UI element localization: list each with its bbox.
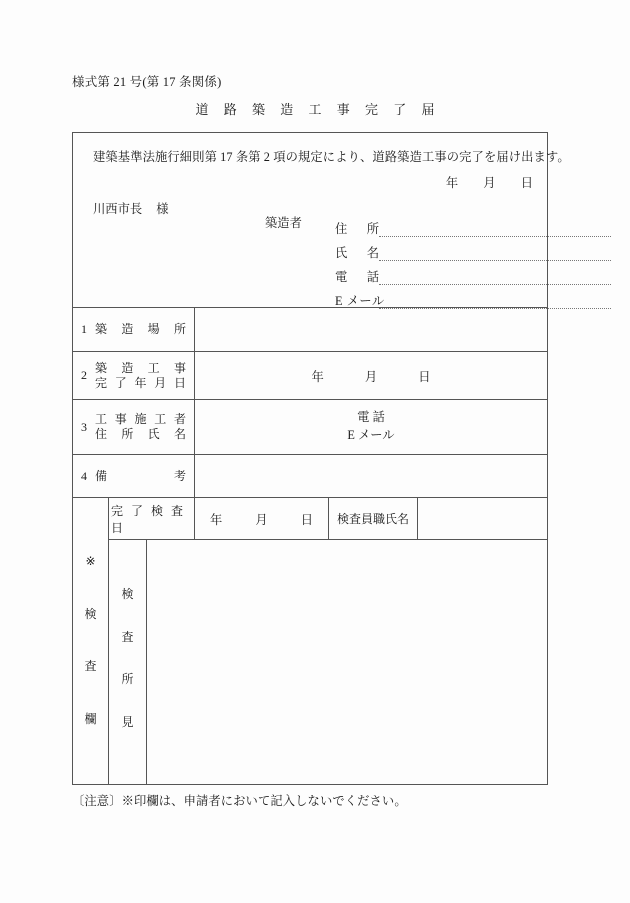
caption-char: 月 [154, 375, 167, 390]
builder-phone-label[interactable]: 電 話 [357, 410, 385, 425]
caption-char: 場 [147, 322, 160, 336]
caption-char: 所 [173, 322, 186, 336]
caption-char: 所 [121, 427, 134, 441]
form-table [72, 132, 570, 785]
addressee-name: 川西市長 [93, 202, 143, 216]
item-row-builder [73, 400, 547, 455]
applicant-name-input[interactable] [379, 246, 611, 261]
completion-date-fields [311, 367, 430, 385]
inspection-date-fields [210, 510, 313, 528]
item-4-number: 4 [81, 468, 87, 483]
document-title: 道 路 築 造 工 事 完 了 届 [195, 102, 441, 117]
inspection-mark-char: 欄 [84, 712, 97, 727]
declaration-date [446, 173, 533, 191]
inspection-body-row [109, 540, 547, 784]
declaration-text: 建築基準法施行細則第 17 条第 2 項の規定により、道路築造工事の完了を届け出ます。 [93, 150, 570, 164]
caption-char: 備 [95, 468, 108, 483]
applicant-email-input[interactable] [379, 294, 611, 309]
findings-label-char: 所 [121, 672, 134, 687]
declaration-block [73, 133, 570, 308]
label-char: 話 [366, 269, 379, 284]
applicant-address-label [335, 223, 379, 237]
applicant-field-name [335, 237, 611, 261]
builder-email-label[interactable]: E メール [347, 428, 395, 442]
applicant-address-input[interactable] [379, 222, 611, 237]
item-4-value[interactable] [195, 455, 547, 497]
addressee [93, 199, 169, 217]
caption-char: 日 [173, 375, 186, 390]
findings-label-char: 査 [121, 629, 134, 644]
inspection-date-year[interactable]: 年 [209, 512, 223, 527]
caption-char: 築 [95, 360, 108, 375]
applicant-field-email [335, 285, 611, 309]
caption-char: 完 [95, 375, 108, 390]
item-3-value[interactable] [195, 400, 547, 454]
declaration-date-day: 日 [520, 176, 533, 190]
item-4-caption [95, 469, 186, 484]
inspector-name-value[interactable] [418, 498, 547, 539]
completion-date-year[interactable]: 年 [311, 369, 324, 384]
item-row-completion-date [73, 352, 547, 400]
inspection-findings-value[interactable] [147, 540, 547, 784]
item-3-caption [95, 412, 186, 442]
inspection-header-row [109, 498, 547, 540]
findings-label-char: 検 [121, 587, 134, 602]
inspection-right [109, 498, 547, 784]
applicant-field-address [335, 213, 611, 237]
applicant-email-label: E メール [335, 293, 385, 308]
completion-inspection-date-value[interactable] [195, 498, 329, 539]
declaration-date-year: 年 [445, 176, 459, 190]
form-code: 様式第 21 号(第 17 条関係) [72, 75, 222, 89]
caption-char: 工 [154, 412, 167, 426]
label-char: 電 [335, 269, 348, 284]
item-1-number: 1 [81, 322, 87, 336]
inspection-date-day[interactable]: 日 [300, 512, 314, 527]
inspection-mark-char: 検 [84, 606, 97, 621]
caption-char: 住 [95, 427, 108, 441]
builder-contact-lines [347, 409, 394, 445]
declaration-date-month: 月 [483, 176, 496, 190]
inspection-section [73, 498, 547, 784]
item-2-value[interactable] [195, 352, 547, 399]
item-row-remarks [73, 455, 547, 498]
caption-char: 工 [147, 360, 160, 375]
caption-char: 者 [173, 412, 186, 426]
completion-inspection-date-label: 完 了 検 査 日 [109, 498, 195, 539]
label-char: 名 [366, 245, 379, 260]
applicant-field-phone [335, 261, 611, 285]
item-2-number: 2 [81, 368, 87, 382]
caption-char: 事 [173, 360, 186, 375]
inspection-mark-char: 査 [84, 659, 97, 674]
caption-char: 考 [173, 468, 186, 483]
item-1-value[interactable] [195, 308, 547, 351]
applicant-heading: 築造者 [265, 216, 302, 230]
footer-note: 〔注意〕※印欄は、申請者において記入しないでください。 [72, 794, 407, 808]
caption-char: 名 [173, 427, 186, 441]
inspection-mark-char: ※ [85, 553, 96, 568]
label-char: 所 [366, 221, 379, 236]
label-char: 氏 [335, 245, 348, 260]
caption-char: 事 [114, 412, 127, 426]
findings-label-char: 見 [121, 714, 134, 729]
item-2-label [73, 352, 195, 399]
item-1-label [73, 308, 195, 351]
completion-date-month[interactable]: 月 [364, 369, 378, 384]
caption-char: 工 [95, 412, 108, 426]
label-char: 住 [335, 221, 348, 236]
item-row-construction-site [73, 308, 547, 352]
item-4-label [73, 455, 195, 497]
caption-char: 造 [121, 322, 134, 336]
inspection-findings-label [109, 540, 147, 784]
caption-char: 了 [114, 375, 127, 390]
applicant-phone-label [335, 271, 379, 285]
addressee-honorific: 様 [156, 202, 169, 216]
caption-char: 年 [134, 375, 147, 390]
caption-char: 施 [134, 412, 147, 426]
completion-date-day[interactable]: 日 [418, 369, 431, 384]
inspection-mark-column [73, 498, 109, 784]
item-1-caption [95, 322, 186, 337]
inspector-name-label: 検査員職氏名 [329, 498, 418, 539]
applicant-phone-input[interactable] [379, 270, 611, 285]
item-2-caption [95, 361, 186, 391]
applicant-name-label [335, 247, 379, 261]
caption-char: 造 [121, 360, 134, 375]
applicant-fields [335, 213, 611, 309]
caption-char: 氏 [147, 427, 160, 441]
inspection-date-month[interactable]: 月 [255, 512, 268, 527]
item-3-label [73, 400, 195, 454]
item-3-number: 3 [81, 419, 87, 434]
caption-char: 築 [95, 322, 108, 336]
